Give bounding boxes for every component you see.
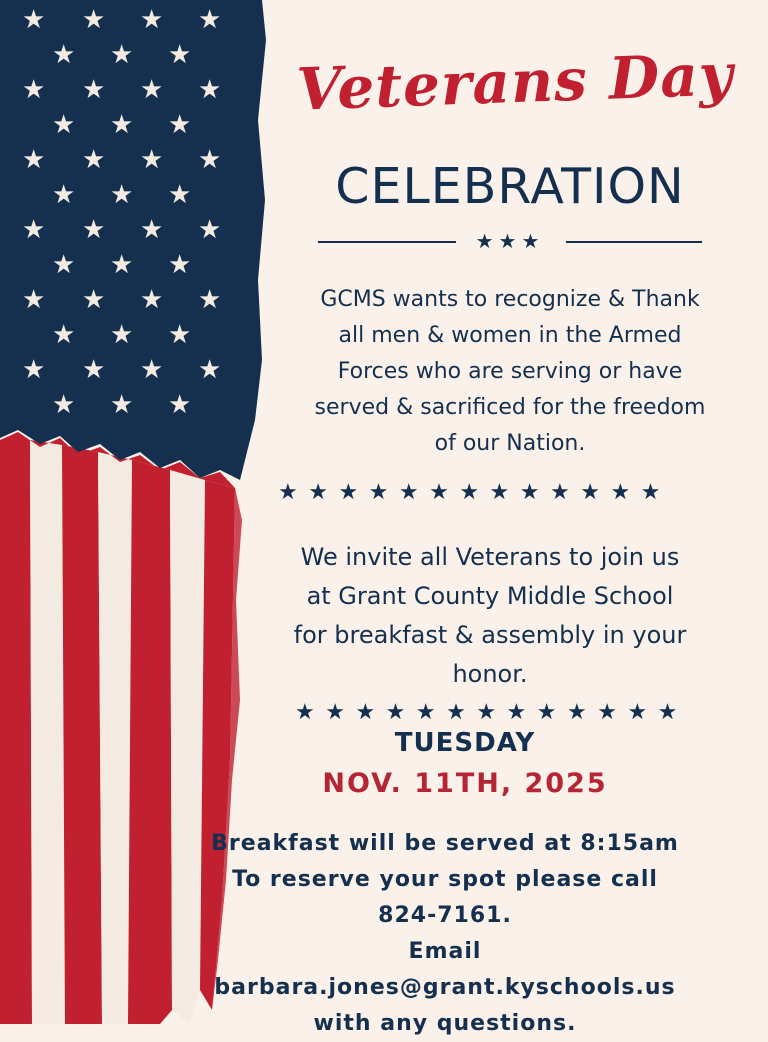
svg-text:★: ★ bbox=[168, 40, 192, 70]
svg-text:★: ★ bbox=[82, 215, 106, 245]
svg-text:★: ★ bbox=[110, 40, 134, 70]
details-line: Breakfast will be served at 8:15am bbox=[211, 831, 679, 856]
svg-text:★: ★ bbox=[110, 250, 134, 280]
svg-text:★: ★ bbox=[140, 215, 164, 245]
intro-line: all men & women in the Armed bbox=[338, 323, 682, 348]
svg-text:★: ★ bbox=[22, 355, 46, 385]
svg-text:★: ★ bbox=[110, 180, 134, 210]
svg-text:★: ★ bbox=[22, 75, 46, 105]
invite-line: We invite all Veterans to join us bbox=[300, 543, 680, 571]
svg-text:★: ★ bbox=[82, 75, 106, 105]
event-date: NOV. 11TH, 2025 bbox=[322, 768, 608, 799]
invite-text bbox=[270, 538, 710, 694]
event-details bbox=[190, 826, 700, 1042]
phone-number: 824-7161. bbox=[378, 903, 512, 928]
svg-text:★: ★ bbox=[110, 320, 134, 350]
svg-text:★: ★ bbox=[168, 250, 192, 280]
svg-text:★: ★ bbox=[110, 390, 134, 420]
svg-text:★: ★ bbox=[140, 145, 164, 175]
svg-text:★: ★ bbox=[140, 355, 164, 385]
svg-text:★: ★ bbox=[52, 250, 76, 280]
intro-line: GCMS wants to recognize & Thank bbox=[320, 287, 700, 312]
svg-text:★: ★ bbox=[52, 40, 76, 70]
divider-stars: ★★★ bbox=[475, 229, 545, 253]
email-line: Email barbara.jones@grant.kyschools.us bbox=[214, 939, 676, 1000]
svg-text:★: ★ bbox=[82, 5, 106, 35]
svg-text:★: ★ bbox=[168, 320, 192, 350]
svg-text:★: ★ bbox=[22, 5, 46, 35]
svg-text:★: ★ bbox=[140, 5, 164, 35]
svg-text:★: ★ bbox=[198, 5, 222, 35]
svg-text:★: ★ bbox=[82, 285, 106, 315]
invite-line: honor. bbox=[452, 660, 528, 688]
intro-line: served & sacrificed for the freedom bbox=[314, 395, 706, 420]
svg-text:★: ★ bbox=[22, 145, 46, 175]
star-divider-2: ★★★★★★★★★★★★★ bbox=[295, 700, 688, 725]
invite-line: at Grant County Middle School bbox=[306, 582, 674, 610]
svg-text:★: ★ bbox=[168, 390, 192, 420]
svg-text:★: ★ bbox=[198, 285, 222, 315]
intro-text bbox=[290, 282, 730, 462]
svg-text:★: ★ bbox=[52, 180, 76, 210]
svg-text:★: ★ bbox=[52, 110, 76, 140]
svg-text:★: ★ bbox=[52, 390, 76, 420]
svg-text:★: ★ bbox=[22, 215, 46, 245]
svg-text:★: ★ bbox=[110, 110, 134, 140]
divider-right bbox=[566, 241, 702, 243]
svg-text:★: ★ bbox=[168, 110, 192, 140]
star-divider-1: ★★★★★★★★★★★★★ bbox=[278, 480, 671, 505]
svg-text:★: ★ bbox=[22, 285, 46, 315]
details-line: with any questions. bbox=[313, 1011, 577, 1036]
svg-text:★: ★ bbox=[198, 355, 222, 385]
svg-text:★: ★ bbox=[52, 320, 76, 350]
svg-text:★: ★ bbox=[82, 145, 106, 175]
event-day: TUESDAY bbox=[394, 728, 536, 758]
svg-text:★: ★ bbox=[198, 145, 222, 175]
page-title: CELEBRATION bbox=[335, 158, 685, 215]
details-line: To reserve your spot please call bbox=[232, 867, 658, 892]
svg-text:★: ★ bbox=[198, 75, 222, 105]
svg-text:★: ★ bbox=[168, 180, 192, 210]
svg-text:★: ★ bbox=[140, 285, 164, 315]
divider-left bbox=[318, 241, 456, 243]
intro-line: Forces who are serving or have bbox=[337, 359, 683, 384]
svg-text:★: ★ bbox=[140, 75, 164, 105]
intro-line: of our Nation. bbox=[434, 431, 586, 456]
svg-text:★: ★ bbox=[198, 215, 222, 245]
title-script: Veterans Day bbox=[295, 40, 735, 124]
invite-line: for breakfast & assembly in your bbox=[293, 621, 687, 649]
svg-text:★: ★ bbox=[82, 355, 106, 385]
